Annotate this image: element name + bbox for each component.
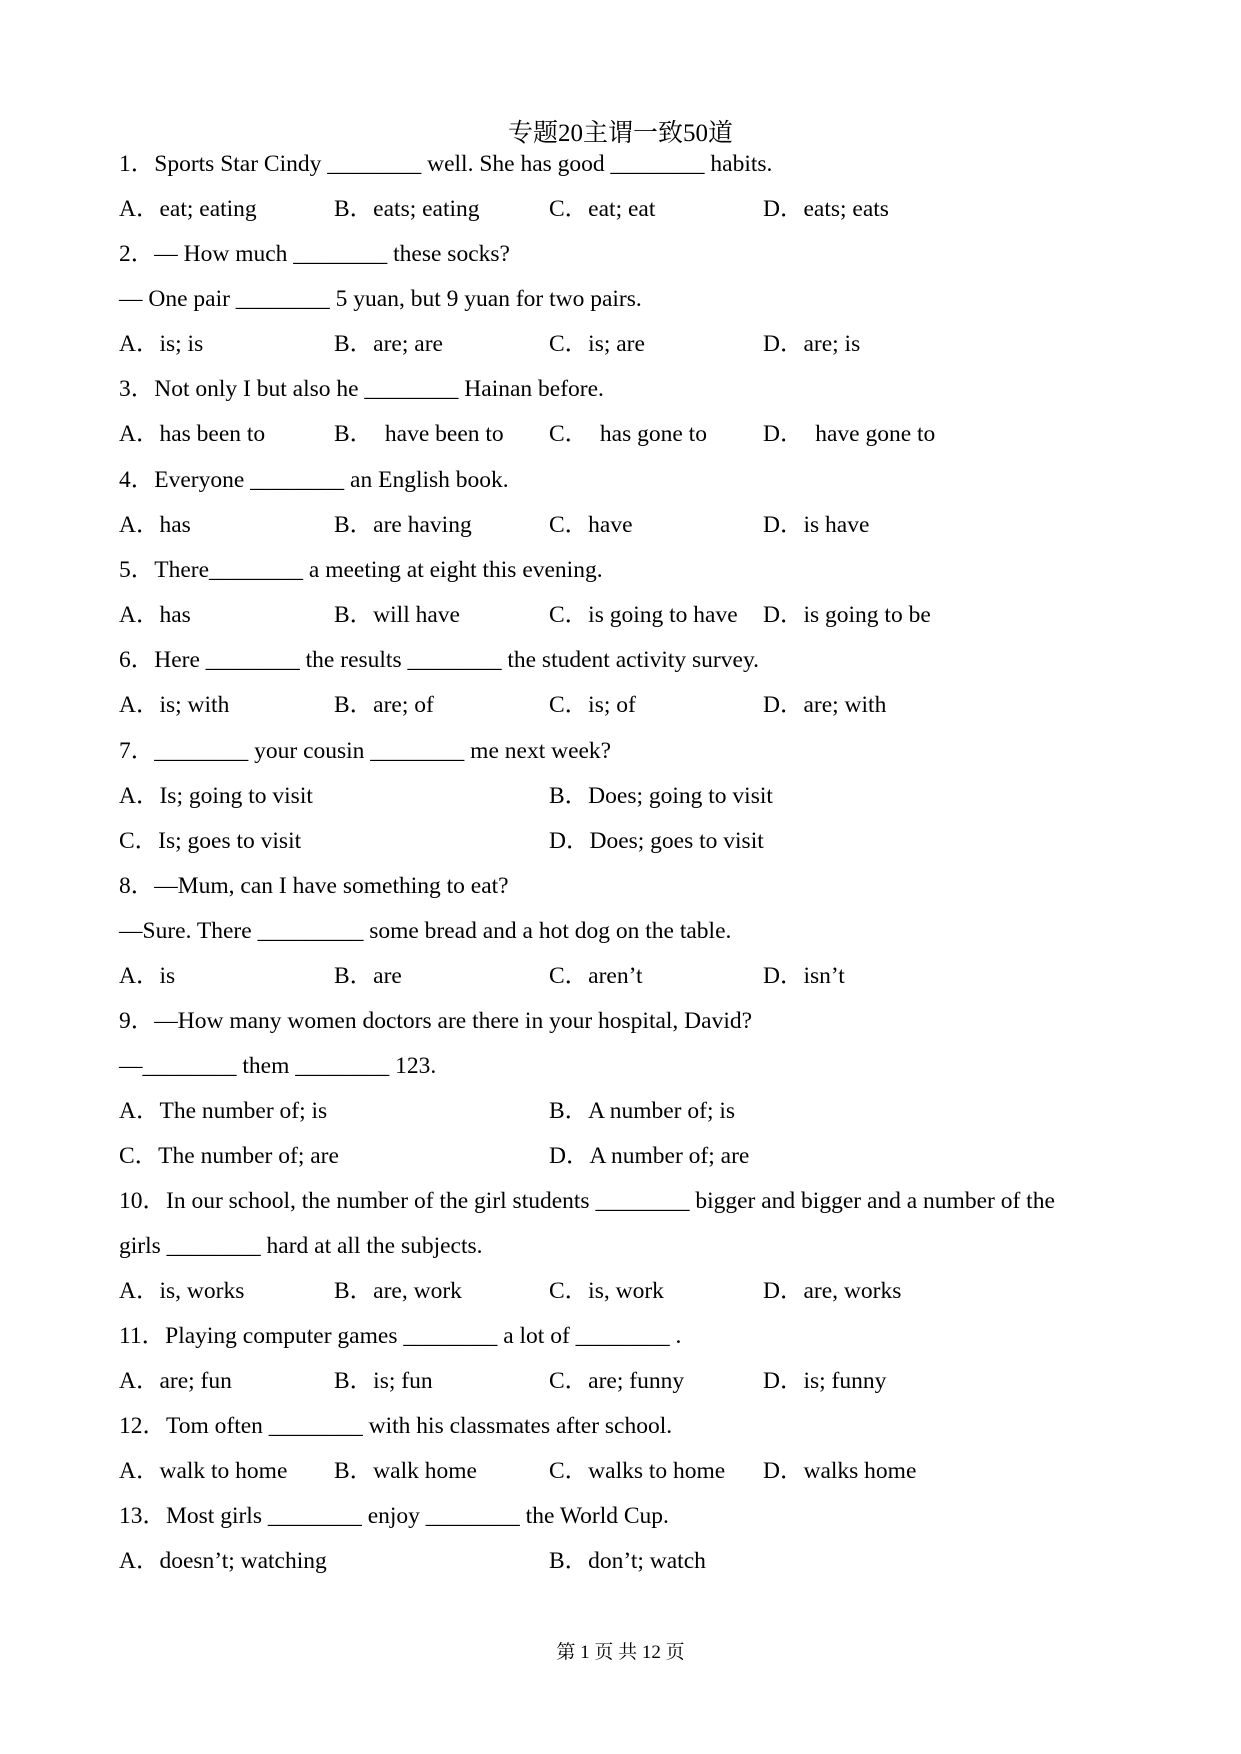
- answer-option: B．are, work: [334, 1278, 462, 1304]
- answer-option: A．are; fun: [119, 1368, 232, 1394]
- answer-option: B．eats; eating: [334, 196, 480, 222]
- answer-option: C．is; of: [549, 692, 636, 718]
- answer-option: D．isn’t: [763, 963, 845, 989]
- question-line: 13．Most girls ________ enjoy ________ the World Cup.: [119, 1503, 669, 1529]
- answer-option: D．eats; eats: [763, 196, 889, 222]
- answer-option: C．is, work: [549, 1278, 664, 1304]
- answer-option: A．walk to home: [119, 1458, 288, 1484]
- answer-option: B．don’t; watch: [549, 1548, 706, 1574]
- answer-option: A．has been to: [119, 421, 266, 447]
- answer-option: B．are having: [334, 512, 472, 538]
- answer-option: C．walks to home: [549, 1458, 726, 1484]
- question-line: 5．There________ a meeting at eight this evening.: [119, 557, 603, 583]
- answer-option: C．is; are: [549, 331, 645, 357]
- answer-option: D．A number of; are: [549, 1143, 750, 1169]
- answer-option: A．has: [119, 512, 191, 538]
- answer-option: C．aren’t: [549, 963, 643, 989]
- answer-option: A．eat; eating: [119, 196, 257, 222]
- answer-option: A．is: [119, 963, 176, 989]
- answer-option: A．doesn’t; watching: [119, 1548, 327, 1574]
- answer-option: A．is; with: [119, 692, 230, 718]
- answer-option: D．is have: [763, 512, 870, 538]
- answer-option: B．walk home: [334, 1458, 477, 1484]
- answer-option: B．are; of: [334, 692, 434, 718]
- question-line: 12．Tom often ________ with his classmates after school.: [119, 1413, 673, 1439]
- answer-option: D．is; funny: [763, 1368, 887, 1394]
- question-line: —Sure. There _________ some bread and a hot dog on the table.: [119, 918, 732, 944]
- question-line: 3．Not only I but also he ________ Hainan before.: [119, 376, 604, 402]
- answer-option: B．A number of; is: [549, 1098, 736, 1124]
- answer-option: D．Does; goes to visit: [549, 828, 764, 854]
- answer-option: A．is; is: [119, 331, 204, 357]
- answer-option: D．are, works: [763, 1278, 902, 1304]
- answer-option: D．are; with: [763, 692, 887, 718]
- question-line: 1．Sports Star Cindy ________ well. She has good ________ habits.: [119, 151, 773, 177]
- answer-option: A．The number of; is: [119, 1098, 328, 1124]
- answer-option: A．is, works: [119, 1278, 245, 1304]
- answer-option: B． have been to: [334, 421, 504, 447]
- question-line: 6．Here ________ the results ________ the student activity survey.: [119, 647, 760, 673]
- answer-option: C．Is; goes to visit: [119, 828, 302, 854]
- answer-option: B．will have: [334, 602, 460, 628]
- question-line: 8．—Mum, can I have something to eat?: [119, 873, 509, 899]
- page-footer: 第 1 页 共 12 页: [556, 1642, 685, 1663]
- answer-option: D．walks home: [763, 1458, 917, 1484]
- answer-option: C． has gone to: [549, 421, 707, 447]
- answer-option: B．are: [334, 963, 402, 989]
- answer-option: C．is going to have: [549, 602, 738, 628]
- question-line: girls ________ hard at all the subjects.: [119, 1233, 483, 1259]
- answer-option: B．are; are: [334, 331, 443, 357]
- answer-option: C．are; funny: [549, 1368, 685, 1394]
- answer-option: A．Is; going to visit: [119, 783, 313, 809]
- page-title: 专题20主谓一致50道: [507, 120, 733, 147]
- answer-option: C．have: [549, 512, 633, 538]
- question-line: 7．________ your cousin ________ me next week?: [119, 738, 612, 764]
- answer-option: C．The number of; are: [119, 1143, 339, 1169]
- question-line: 11．Playing computer games ________ a lot of ________ .: [119, 1323, 682, 1349]
- answer-option: B．is; fun: [334, 1368, 433, 1394]
- question-line: 9．—How many women doctors are there in your hospital, David?: [119, 1008, 753, 1034]
- answer-option: D．are; is: [763, 331, 861, 357]
- answer-option: A．has: [119, 602, 191, 628]
- answer-option: B．Does; going to visit: [549, 783, 773, 809]
- answer-option: C．eat; eat: [549, 196, 656, 222]
- question-line: 4．Everyone ________ an English book.: [119, 467, 509, 493]
- question-line: —________ them ________ 123.: [119, 1053, 437, 1079]
- answer-option: D．is going to be: [763, 602, 931, 628]
- question-line: — One pair ________ 5 yuan, but 9 yuan for two pairs.: [119, 286, 642, 312]
- answer-option: D． have gone to: [763, 421, 936, 447]
- question-line: 2．— How much ________ these socks?: [119, 241, 510, 267]
- question-line: 10．In our school, the number of the girl students ________ bigger and bigger and a number of the: [119, 1188, 1055, 1214]
